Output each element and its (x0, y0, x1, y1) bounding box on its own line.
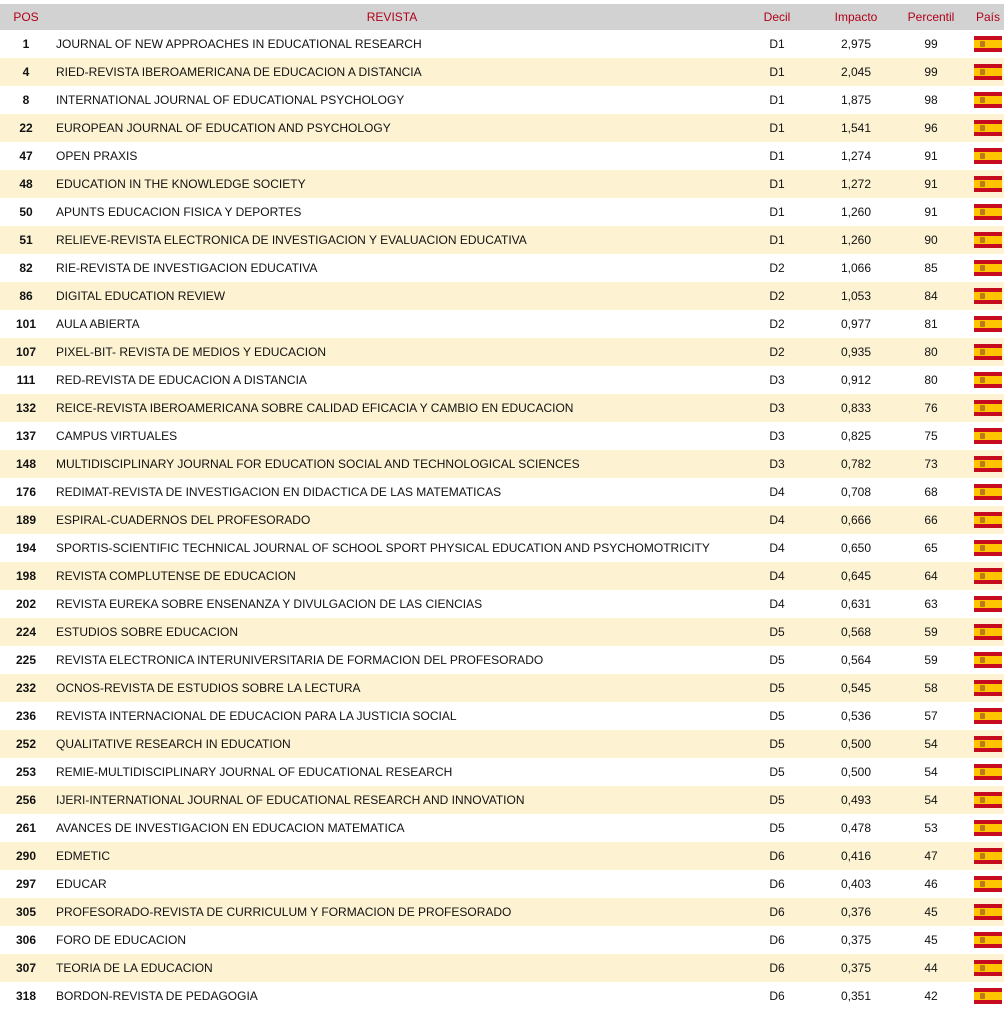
row-pos: 198 (0, 562, 52, 590)
row-pais (972, 758, 1004, 786)
spain-flag-icon (974, 512, 1002, 528)
row-percentil: 65 (924, 541, 938, 555)
row-journal-name[interactable]: OPEN PRAXIS (56, 149, 138, 163)
row-impacto: 1,260 (822, 226, 890, 254)
table-row (0, 646, 1004, 674)
row-journal-name[interactable]: EDMETIC (52, 842, 732, 870)
row-pos: 107 (0, 338, 52, 366)
row-journal-name[interactable]: RELIEVE-REVISTA ELECTRONICA DE INVESTIGACION Y EVALUACION EDUCATIVA (52, 226, 732, 254)
row-percentil: 59 (924, 653, 938, 667)
row-percentil: 96 (890, 114, 972, 142)
row-impacto: 0,650 (840, 541, 872, 555)
row-pais (972, 646, 1004, 674)
row-decil: D4 (732, 506, 822, 534)
row-pais (972, 814, 1004, 842)
spain-flag-icon (974, 596, 1002, 612)
row-impacto: 0,478 (840, 821, 872, 835)
row-pais (972, 590, 1004, 618)
spain-flag-icon (974, 904, 1002, 920)
row-journal-name[interactable]: PIXEL-BIT- REVISTA DE MEDIOS Y EDUCACION (52, 338, 732, 366)
row-journal-name[interactable]: REDIMAT-REVISTA DE INVESTIGACION EN DIDACTICA DE LAS MATEMATICAS (56, 485, 502, 499)
table-row (0, 506, 1004, 534)
row-journal-name[interactable]: ESTUDIOS SOBRE EDUCACION (52, 618, 732, 646)
row-impacto: 1,272 (822, 170, 890, 198)
row-decil: D1 (732, 114, 822, 142)
row-percentil: 99 (890, 58, 972, 86)
table-row (0, 198, 1004, 226)
row-pais (972, 366, 1004, 394)
row-journal-name[interactable]: IJERI-INTERNATIONAL JOURNAL OF EDUCATIONAL RESEARCH AND INNOVATION (52, 786, 732, 814)
row-decil: D2 (769, 317, 785, 331)
row-percentil: 64 (890, 562, 972, 590)
row-decil: D4 (769, 485, 785, 499)
spain-flag-icon (974, 36, 1002, 52)
row-impacto: 1,875 (840, 93, 872, 107)
table-row (0, 842, 1004, 870)
row-pos: 132 (0, 394, 52, 422)
row-pais (972, 982, 1004, 1010)
table-row (0, 870, 1004, 898)
header-percentil[interactable]: Percentil (890, 4, 972, 30)
row-impacto: 0,645 (822, 562, 890, 590)
row-journal-name[interactable]: REVISTA ELECTRONICA INTERUNIVERSITARIA DE FORMACION DEL PROFESORADO (56, 653, 544, 667)
row-pais (972, 870, 1004, 898)
row-percentil: 42 (924, 989, 938, 1003)
row-pais (972, 86, 1004, 114)
row-decil: D5 (769, 653, 785, 667)
row-decil: D5 (732, 674, 822, 702)
row-pais (972, 450, 1004, 478)
spain-flag-icon (974, 148, 1002, 164)
row-journal-name[interactable]: BORDON-REVISTA DE PEDAGOGIA (56, 989, 258, 1003)
row-pais (972, 114, 1004, 142)
row-pais (972, 898, 1004, 926)
header-pos[interactable]: POS (0, 4, 52, 30)
row-impacto: 0,403 (840, 877, 872, 891)
row-pais (972, 954, 1004, 982)
table-row (0, 562, 1004, 590)
row-pais (972, 338, 1004, 366)
row-decil: D5 (769, 709, 785, 723)
row-pos: 236 (15, 709, 37, 723)
row-pos: 51 (0, 226, 52, 254)
row-pais (972, 730, 1004, 758)
row-percentil: 66 (890, 506, 972, 534)
row-impacto: 0,631 (840, 597, 872, 611)
row-impacto: 0,912 (840, 373, 872, 387)
spain-flag-icon (974, 484, 1002, 500)
row-pais (972, 310, 1004, 338)
row-percentil: 45 (890, 898, 972, 926)
spain-flag-icon (974, 232, 1002, 248)
row-pos: 4 (0, 58, 52, 86)
spain-flag-icon (974, 680, 1002, 696)
row-journal-name[interactable]: APUNTS EDUCACION FISICA Y DEPORTES (56, 205, 302, 219)
row-decil: D1 (732, 170, 822, 198)
row-percentil: 85 (924, 261, 938, 275)
row-impacto: 1,066 (840, 261, 872, 275)
row-impacto: 1,053 (822, 282, 890, 310)
table-row (0, 254, 1004, 282)
table-row (0, 422, 1004, 450)
row-journal-name[interactable]: REVISTA INTERNACIONAL DE EDUCACION PARA LA JUSTICIA SOCIAL (56, 709, 457, 723)
row-decil: D3 (769, 429, 785, 443)
spain-flag-icon (974, 848, 1002, 864)
row-decil: D6 (732, 842, 822, 870)
row-pos: 194 (15, 541, 37, 555)
spain-flag-icon (974, 176, 1002, 192)
row-decil: D6 (732, 954, 822, 982)
row-decil: D3 (769, 373, 785, 387)
spain-flag-icon (974, 120, 1002, 136)
row-percentil: 46 (924, 877, 938, 891)
row-pos: 50 (19, 205, 33, 219)
row-journal-name[interactable]: MULTIDISCIPLINARY JOURNAL FOR EDUCATION SOCIAL AND TECHNOLOGICAL SCIENCES (52, 450, 732, 478)
row-pos: 22 (0, 114, 52, 142)
row-percentil: 91 (924, 205, 938, 219)
row-pais (972, 506, 1004, 534)
row-pos: 1 (22, 37, 30, 51)
row-pais (972, 926, 1004, 954)
row-decil: D2 (769, 261, 785, 275)
row-pos: 202 (15, 597, 37, 611)
row-percentil: 84 (890, 282, 972, 310)
table-row (0, 898, 1004, 926)
row-percentil: 90 (890, 226, 972, 254)
spain-flag-icon (974, 568, 1002, 584)
spain-flag-icon (974, 64, 1002, 80)
table-row (0, 758, 1004, 786)
row-pos: 47 (19, 149, 33, 163)
row-pos: 256 (0, 786, 52, 814)
row-journal-name[interactable]: AULA ABIERTA (56, 317, 140, 331)
spain-flag-icon (974, 400, 1002, 416)
spain-flag-icon (974, 92, 1002, 108)
row-percentil: 57 (924, 709, 938, 723)
spain-flag-icon (974, 204, 1002, 220)
table-row (0, 534, 1004, 562)
row-pos: 318 (15, 989, 37, 1003)
row-percentil: 91 (890, 170, 972, 198)
row-pais (972, 226, 1004, 254)
spain-flag-icon (974, 764, 1002, 780)
row-percentil: 44 (890, 954, 972, 982)
row-decil: D2 (732, 338, 822, 366)
row-pos: 137 (15, 429, 37, 443)
row-decil: D1 (769, 37, 785, 51)
row-journal-name[interactable]: TEORIA DE LA EDUCACION (52, 954, 732, 982)
row-pos: 307 (0, 954, 52, 982)
row-pos: 86 (0, 282, 52, 310)
table-row (0, 30, 1004, 58)
row-impacto: 0,564 (840, 653, 872, 667)
table-row (0, 954, 1004, 982)
table-row (0, 170, 1004, 198)
row-pais (972, 478, 1004, 506)
row-journal-name[interactable]: FORO DE EDUCACION (56, 933, 187, 947)
row-pos: 48 (0, 170, 52, 198)
row-pos: 253 (15, 765, 37, 779)
row-decil: D1 (732, 58, 822, 86)
spain-flag-icon (974, 988, 1002, 1004)
row-pais (972, 786, 1004, 814)
row-impacto: 2,045 (822, 58, 890, 86)
table-row (0, 282, 1004, 310)
row-pos: 306 (15, 933, 37, 947)
row-percentil: 76 (890, 394, 972, 422)
spain-flag-icon (974, 820, 1002, 836)
row-percentil: 75 (924, 429, 938, 443)
row-percentil: 54 (924, 765, 938, 779)
row-percentil: 99 (924, 37, 938, 51)
spain-flag-icon (974, 260, 1002, 276)
row-journal-name[interactable]: INTERNATIONAL JOURNAL OF EDUCATIONAL PSYCHOLOGY (56, 93, 405, 107)
row-pais (972, 198, 1004, 226)
row-percentil: 63 (924, 597, 938, 611)
row-impacto: 0,375 (840, 933, 872, 947)
row-decil: D1 (769, 205, 785, 219)
row-impacto: 1,541 (822, 114, 890, 142)
row-pais (972, 674, 1004, 702)
row-impacto: 0,825 (840, 429, 872, 443)
table-row (0, 590, 1004, 618)
table-row (0, 310, 1004, 338)
row-journal-name[interactable]: AVANCES DE INVESTIGACION EN EDUCACION MATEMATICA (56, 821, 405, 835)
row-journal-name[interactable]: SPORTIS-SCIENTIFIC TECHNICAL JOURNAL OF SCHOOL SPORT PHYSICAL EDUCATION AND PSYCHOMOTRICITY (56, 541, 710, 555)
table-row (0, 366, 1004, 394)
row-decil: D1 (769, 149, 785, 163)
header-pais[interactable]: País (972, 4, 1004, 30)
spain-flag-icon (974, 316, 1002, 332)
row-decil: D5 (732, 730, 822, 758)
spain-flag-icon (974, 372, 1002, 388)
table-row (0, 926, 1004, 954)
row-decil: D6 (769, 933, 785, 947)
row-journal-name[interactable]: RIED-REVISTA IBEROAMERICANA DE EDUCACION A DISTANCIA (52, 58, 732, 86)
row-pais (972, 254, 1004, 282)
row-decil: D6 (769, 989, 785, 1003)
row-percentil: 45 (924, 933, 938, 947)
row-percentil: 81 (924, 317, 938, 331)
row-journal-name[interactable]: EDUCATION IN THE KNOWLEDGE SOCIETY (52, 170, 732, 198)
table-row (0, 814, 1004, 842)
row-percentil: 98 (924, 93, 938, 107)
row-decil: D4 (769, 597, 785, 611)
row-impacto: 0,416 (822, 842, 890, 870)
row-impacto: 0,545 (822, 674, 890, 702)
row-pos: 189 (0, 506, 52, 534)
table-row (0, 702, 1004, 730)
table-row (0, 142, 1004, 170)
table-row (0, 86, 1004, 114)
row-journal-name[interactable]: DIGITAL EDUCATION REVIEW (52, 282, 732, 310)
table-header-row (0, 4, 1004, 30)
table-row (0, 478, 1004, 506)
row-pos: 148 (0, 450, 52, 478)
row-impacto: 0,782 (822, 450, 890, 478)
row-impacto: 0,536 (840, 709, 872, 723)
row-impacto: 2,975 (840, 37, 872, 51)
spain-flag-icon (974, 876, 1002, 892)
row-journal-name[interactable]: EUROPEAN JOURNAL OF EDUCATION AND PSYCHOLOGY (52, 114, 732, 142)
row-percentil: 47 (890, 842, 972, 870)
table-row (0, 982, 1004, 1010)
row-impacto: 0,493 (822, 786, 890, 814)
row-percentil: 91 (924, 149, 938, 163)
row-journal-name[interactable]: CAMPUS VIRTUALES (56, 429, 178, 443)
row-percentil: 73 (890, 450, 972, 478)
row-impacto: 1,260 (840, 205, 872, 219)
row-journal-name[interactable]: JOURNAL OF NEW APPROACHES IN EDUCATIONAL RESEARCH (56, 37, 422, 51)
table-row (0, 338, 1004, 366)
header-revista[interactable]: REVISTA (52, 4, 732, 30)
row-pais (972, 842, 1004, 870)
row-decil: D3 (732, 450, 822, 478)
row-pais (972, 534, 1004, 562)
table-row (0, 730, 1004, 758)
spain-flag-icon (974, 736, 1002, 752)
row-decil: D2 (732, 282, 822, 310)
row-percentil: 54 (890, 786, 972, 814)
row-pos: 101 (15, 317, 37, 331)
row-impacto: 0,376 (822, 898, 890, 926)
row-pos: 297 (15, 877, 37, 891)
row-impacto: 0,977 (840, 317, 872, 331)
row-decil: D1 (769, 93, 785, 107)
row-impacto: 0,568 (822, 618, 890, 646)
row-pos: 176 (15, 485, 37, 499)
row-pais (972, 58, 1004, 86)
row-percentil: 53 (924, 821, 938, 835)
row-decil: D5 (769, 821, 785, 835)
table-row (0, 114, 1004, 142)
row-decil: D5 (769, 765, 785, 779)
row-decil: D3 (732, 394, 822, 422)
row-pais (972, 702, 1004, 730)
row-journal-name[interactable]: ESPIRAL-CUADERNOS DEL PROFESORADO (52, 506, 732, 534)
row-decil: D1 (732, 226, 822, 254)
row-percentil: 80 (890, 338, 972, 366)
table-row (0, 226, 1004, 254)
row-decil: D5 (732, 786, 822, 814)
row-percentil: 59 (890, 618, 972, 646)
row-journal-name[interactable]: REVISTA COMPLUTENSE DE EDUCACION (52, 562, 732, 590)
row-pos: 8 (22, 93, 30, 107)
row-impacto: 0,500 (840, 765, 872, 779)
row-decil: D6 (769, 877, 785, 891)
spain-flag-icon (974, 344, 1002, 360)
spain-flag-icon (974, 960, 1002, 976)
row-pos: 261 (15, 821, 37, 835)
table-row (0, 786, 1004, 814)
row-pais (972, 170, 1004, 198)
row-impacto: 0,935 (822, 338, 890, 366)
row-pos: 252 (0, 730, 52, 758)
table-row (0, 58, 1004, 86)
row-pais (972, 394, 1004, 422)
row-pais (972, 562, 1004, 590)
row-journal-name[interactable]: OCNOS-REVISTA DE ESTUDIOS SOBRE LA LECTURA (52, 674, 732, 702)
spain-flag-icon (974, 428, 1002, 444)
row-pos: 305 (0, 898, 52, 926)
row-journal-name[interactable]: RIE-REVISTA DE INVESTIGACION EDUCATIVA (56, 261, 318, 275)
row-pais (972, 618, 1004, 646)
spain-flag-icon (974, 456, 1002, 472)
row-pais (972, 30, 1004, 58)
row-pos: 82 (19, 261, 33, 275)
row-pos: 290 (0, 842, 52, 870)
row-impacto: 0,500 (822, 730, 890, 758)
row-percentil: 54 (890, 730, 972, 758)
row-impacto: 0,708 (840, 485, 872, 499)
row-journal-name[interactable]: EDUCAR (56, 877, 107, 891)
row-journal-name[interactable]: QUALITATIVE RESEARCH IN EDUCATION (52, 730, 732, 758)
row-percentil: 58 (890, 674, 972, 702)
spain-flag-icon (974, 932, 1002, 948)
row-journal-name[interactable]: REMIE-MULTIDISCIPLINARY JOURNAL OF EDUCATIONAL RESEARCH (56, 765, 453, 779)
row-journal-name[interactable]: REVISTA EUREKA SOBRE ENSENANZA Y DIVULGACION DE LAS CIENCIAS (56, 597, 483, 611)
row-percentil: 68 (924, 485, 938, 499)
row-pais (972, 422, 1004, 450)
spain-flag-icon (974, 288, 1002, 304)
spain-flag-icon (974, 792, 1002, 808)
row-journal-name[interactable]: REICE-REVISTA IBEROAMERICANA SOBRE CALIDAD EFICACIA Y CAMBIO EN EDUCACION (52, 394, 732, 422)
row-decil: D5 (732, 618, 822, 646)
spain-flag-icon (974, 624, 1002, 640)
row-pos: 111 (16, 373, 36, 387)
row-pais (972, 142, 1004, 170)
row-impacto: 0,833 (822, 394, 890, 422)
table-row (0, 618, 1004, 646)
row-impacto: 0,375 (822, 954, 890, 982)
table-row (0, 674, 1004, 702)
row-journal-name[interactable]: PROFESORADO-REVISTA DE CURRICULUM Y FORMACION DE PROFESORADO (52, 898, 732, 926)
spain-flag-icon (974, 540, 1002, 556)
row-decil: D6 (732, 898, 822, 926)
header-decil[interactable]: Decil (732, 4, 822, 30)
row-impacto: 1,274 (840, 149, 872, 163)
header-impacto[interactable]: Impacto (822, 4, 890, 30)
table-row (0, 450, 1004, 478)
row-impacto: 0,351 (840, 989, 872, 1003)
row-pos: 225 (15, 653, 37, 667)
row-decil: D4 (732, 562, 822, 590)
row-journal-name[interactable]: RED-REVISTA DE EDUCACION A DISTANCIA (56, 373, 307, 387)
spain-flag-icon (974, 652, 1002, 668)
row-impacto: 0,666 (822, 506, 890, 534)
row-pos: 232 (0, 674, 52, 702)
row-pais (972, 282, 1004, 310)
spain-flag-icon (974, 708, 1002, 724)
journal-ranking-table (0, 4, 1004, 1010)
row-pos: 224 (0, 618, 52, 646)
row-percentil: 80 (924, 373, 938, 387)
table-row (0, 394, 1004, 422)
row-decil: D4 (769, 541, 785, 555)
